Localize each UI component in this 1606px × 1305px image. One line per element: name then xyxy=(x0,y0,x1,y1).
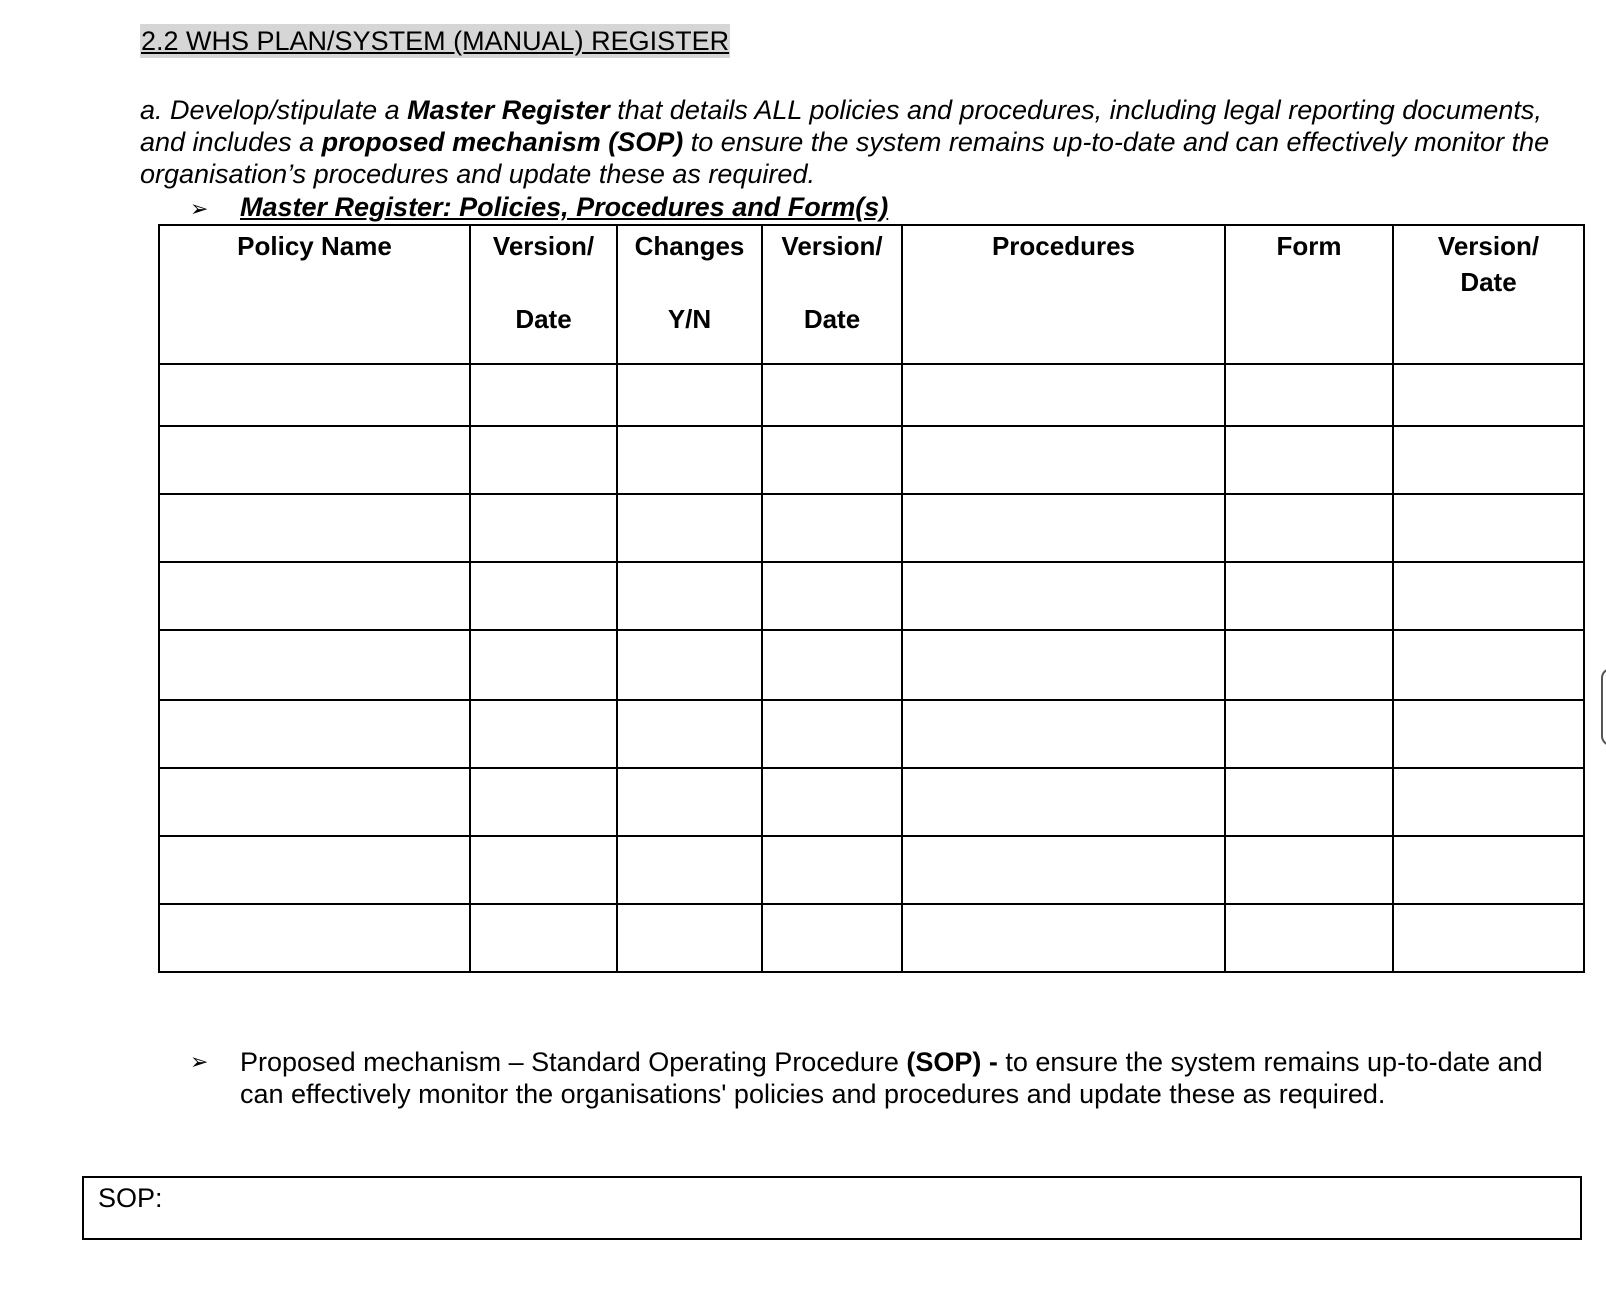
intro-text-2: that details ALL policies and procedures, including legal reporting documents, and includes a xyxy=(140,95,1542,157)
table-cell[interactable] xyxy=(617,426,762,494)
table-cell[interactable] xyxy=(902,836,1225,904)
table-row xyxy=(159,364,1584,426)
table-cell[interactable] xyxy=(617,768,762,836)
table-cell[interactable] xyxy=(159,630,470,700)
arrow-bullet-icon: ➢ xyxy=(190,1049,209,1074)
header-version-date-2: Version/ Date xyxy=(762,225,902,364)
intro-text-3: to ensure the system remains up-to-date and can effectively monitor the organisation’s procedures and update these as required. xyxy=(140,127,1550,189)
table-cell[interactable] xyxy=(762,494,902,562)
table-cell[interactable] xyxy=(1225,426,1393,494)
table-cell[interactable] xyxy=(1225,562,1393,630)
table-row xyxy=(159,562,1584,630)
table-cell[interactable] xyxy=(762,836,902,904)
table-cell[interactable] xyxy=(902,562,1225,630)
table-cell[interactable] xyxy=(762,630,902,700)
mechanism-text: Proposed mechanism – Standard Operating Procedure (SOP) - to ensure the system remains up-to-date and can effectively monitor the organisations' policies and procedures and update these as required. xyxy=(240,1047,1543,1109)
table-row xyxy=(159,630,1584,700)
register-bullet xyxy=(190,191,888,225)
table-cell[interactable] xyxy=(470,768,617,836)
intro-text-1: a. Develop/stipulate a xyxy=(140,95,408,125)
table-cell[interactable] xyxy=(762,426,902,494)
table-cell[interactable] xyxy=(1225,494,1393,562)
table-cell[interactable] xyxy=(470,700,617,768)
table-row xyxy=(159,836,1584,904)
table-cell[interactable] xyxy=(617,700,762,768)
register-title: Master Register: Policies, Procedures and Form(s) xyxy=(240,192,889,222)
table-cell[interactable] xyxy=(159,562,470,630)
table-cell[interactable] xyxy=(470,904,617,972)
intro-bold-master-register: Master Register xyxy=(407,95,610,125)
table-row xyxy=(159,904,1584,972)
side-scroll-tab[interactable] xyxy=(1601,668,1606,746)
table-cell[interactable] xyxy=(617,836,762,904)
table-cell[interactable] xyxy=(1393,700,1584,768)
table-cell[interactable] xyxy=(902,700,1225,768)
table-cell[interactable] xyxy=(902,768,1225,836)
table-cell[interactable] xyxy=(617,494,762,562)
table-cell[interactable] xyxy=(1393,562,1584,630)
table-cell[interactable] xyxy=(470,562,617,630)
table-header-row xyxy=(159,225,1584,364)
table-cell[interactable] xyxy=(159,700,470,768)
table-cell[interactable] xyxy=(617,630,762,700)
sop-field[interactable] xyxy=(82,1176,1582,1240)
table-cell[interactable] xyxy=(1225,904,1393,972)
table-cell[interactable] xyxy=(1225,630,1393,700)
table-cell[interactable] xyxy=(159,836,470,904)
table-row xyxy=(159,426,1584,494)
table-cell[interactable] xyxy=(159,904,470,972)
table-cell[interactable] xyxy=(470,364,617,426)
table-cell[interactable] xyxy=(902,630,1225,700)
table-cell[interactable] xyxy=(617,364,762,426)
table-cell[interactable] xyxy=(1393,364,1584,426)
section-heading: 2.2 WHS PLAN/SYSTEM (MANUAL) REGISTER xyxy=(141,26,730,56)
table-cell[interactable] xyxy=(762,904,902,972)
header-form: Form xyxy=(1225,225,1393,364)
mechanism-bullet xyxy=(190,1046,1580,1110)
table-cell[interactable] xyxy=(159,494,470,562)
table-row xyxy=(159,768,1584,836)
table-cell[interactable] xyxy=(1393,768,1584,836)
table-cell[interactable] xyxy=(1393,904,1584,972)
header-policy-name: Policy Name xyxy=(159,225,470,364)
table-cell[interactable] xyxy=(617,562,762,630)
intro-paragraph xyxy=(140,94,1580,190)
table-cell[interactable] xyxy=(1393,494,1584,562)
table-row xyxy=(159,494,1584,562)
table-cell[interactable] xyxy=(617,904,762,972)
table-cell[interactable] xyxy=(1225,768,1393,836)
table-cell[interactable] xyxy=(1225,700,1393,768)
table-cell[interactable] xyxy=(470,494,617,562)
table-cell[interactable] xyxy=(1225,364,1393,426)
table-cell[interactable] xyxy=(902,904,1225,972)
table-cell[interactable] xyxy=(1225,836,1393,904)
intro-bold-mechanism: proposed mechanism (SOP) xyxy=(321,127,684,157)
arrow-bullet-icon: ➢ xyxy=(190,196,209,221)
table-cell[interactable] xyxy=(762,700,902,768)
header-changes: Changes Y/N xyxy=(617,225,762,364)
table-cell[interactable] xyxy=(1393,630,1584,700)
table-cell[interactable] xyxy=(159,768,470,836)
table-cell[interactable] xyxy=(470,630,617,700)
table-cell[interactable] xyxy=(762,768,902,836)
header-procedures: Procedures xyxy=(902,225,1225,364)
header-version-date-3: Version/ Date xyxy=(1393,225,1584,364)
table-cell[interactable] xyxy=(1393,836,1584,904)
table-cell[interactable] xyxy=(470,426,617,494)
table-cell[interactable] xyxy=(902,494,1225,562)
sop-label: SOP: xyxy=(98,1183,163,1213)
table-row xyxy=(159,700,1584,768)
table-cell[interactable] xyxy=(902,364,1225,426)
table-cell[interactable] xyxy=(159,364,470,426)
header-version-date-1: Version/ Date xyxy=(470,225,617,364)
table-cell[interactable] xyxy=(762,364,902,426)
table-cell[interactable] xyxy=(470,836,617,904)
table-cell[interactable] xyxy=(902,426,1225,494)
table-cell[interactable] xyxy=(1393,426,1584,494)
table-cell[interactable] xyxy=(762,562,902,630)
table-cell[interactable] xyxy=(159,426,470,494)
master-register-table xyxy=(158,224,1585,973)
